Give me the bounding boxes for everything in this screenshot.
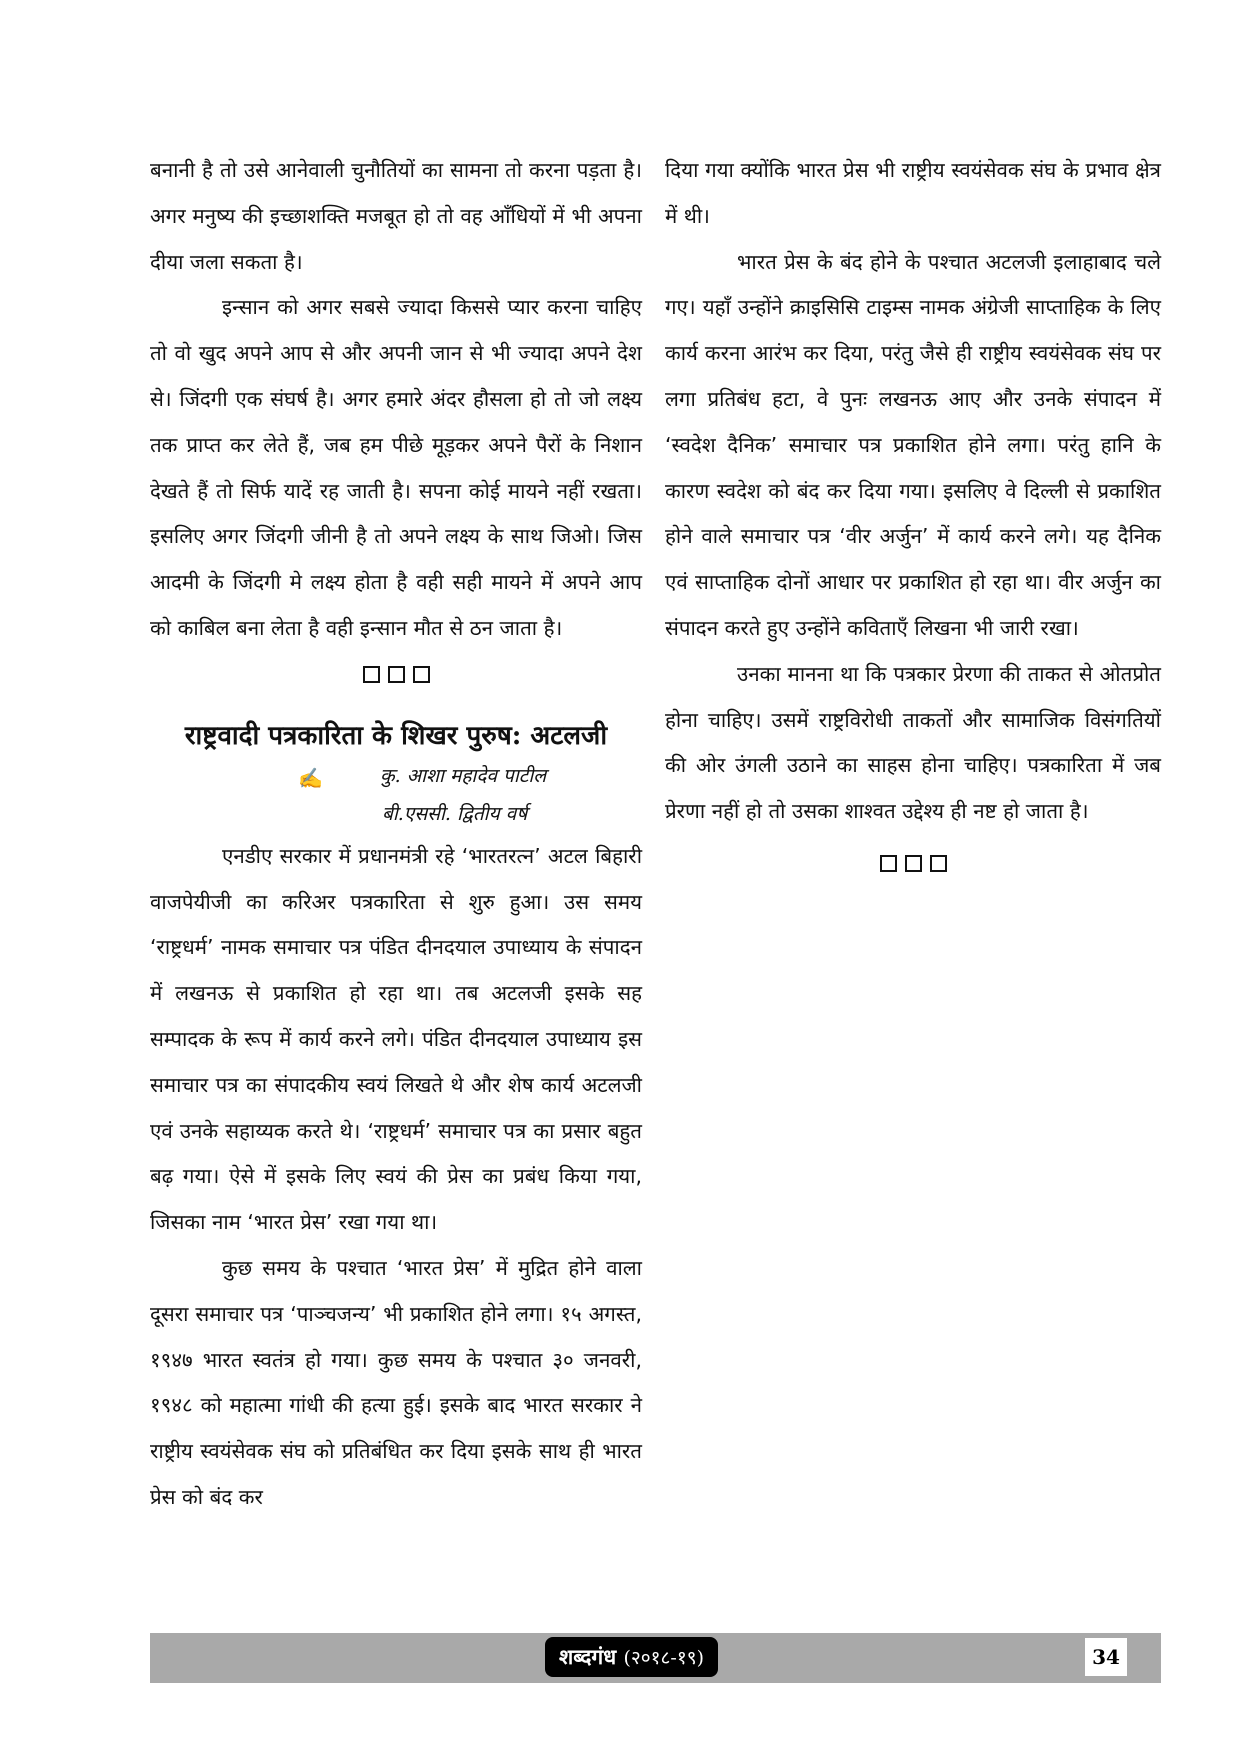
article-title: राष्ट्रवादी पत्रकारिता के शिखर पुरुष: अटलजी [184,720,608,751]
magazine-title [545,1637,718,1677]
pen-writing-icon: ✍ [298,765,323,790]
paragraph: बनानी है तो उसे आनेवाली चुनौतियों का सामना तो करना पड़ता है। अगर मनुष्य की इच्छाशक्ति मजबूत हो तो वह आँधियों में भी अपना दीया जला सकता है। [150,158,642,274]
author-class: बी.एससी. द्वितीय वर्ष [382,802,528,825]
right-column [665,148,1161,887]
section-separator-icon [150,652,642,698]
paragraph: इन्सान को अगर सबसे ज्यादा किससे प्यार करना चाहिए तो वो खुद अपने आप से और अपनी जान से भी ज्यादा अपने देश से। जिंदगी एक संघर्ष है। अगर हमारे अंदर हौसला हो तो जो लक्ष्य तक प्राप्त कर लेते हैं, जब हम पीछे मूड़कर अपने पैरों के निशान देखते हैं तो सिर्फ यादें रह जाती है। सपना कोई मायने नहीं रखता। इसलिए अगर जिंदगी जीनी है तो अपने लक्ष्य के साथ जिओ। जिस आदमी के जिंदगी मे लक्ष्य होता है वही सही मायने में अपने आप को काबिल बना लेता है वही इन्सान मौत से ठन जाता है। [150,295,642,640]
paragraph: दिया गया क्योंकि भारत प्रेस भी राष्ट्रीय स्वयंसेवक संघ के प्रभाव क्षेत्र में थी। [665,158,1161,228]
paragraph: उनका मानना था कि पत्रकार प्रेरणा की ताकत से ओतप्रोत होना चाहिए। उसमें राष्ट्रविरोधी ताकतों और सामाजिक विसंगतियों की ओर उंगली उठाने का साहस होना चाहिए। पत्रकारिता में जब प्रेरणा नहीं हो तो उसका शाश्वत उद्देश्य ही नष्ट हो जाता है। [665,661,1161,824]
page-footer [150,1633,1161,1683]
paragraph: भारत प्रेस के बंद होने के पश्चात अटलजी इलाहाबाद चले गए। यहाँ उन्होंने क्राइसिसि टाइम्स नामक अंग्रेजी साप्ताहिक के लिए कार्य करना आरंभ कर दिया, परंतु जैसे ही राष्ट्रीय स्वयंसेवक संघ पर लगा प्रतिबंध हटा, वे पुनः लखनऊ आए और उनके संपादन में ‘स्वदेश दैनिक’ समाचार पत्र प्रकाशित होने लगा। परंतु हानि के कारण स्वदेश को बंद कर दिया गया। इसलिए वे दिल्ली से प्रकाशित होने वाले समाचार पत्र ‘वीर अर्जुन’ में कार्य करने लगे। यह दैनिक एवं साप्ताहिक दोनों आधार पर प्रकाशित हो रहा था। वीर अर्जुन का संपादन करते हुए उन्होंने कविताएँ लिखना भी जारी रखा। [665,249,1161,640]
author-name: कु. आशा महादेव पाटील [380,764,547,787]
section-separator-icon [665,841,1161,887]
page-number: 34 [1085,1638,1127,1676]
magazine-name: शब्दगंध [559,1644,617,1669]
magazine-year: (२०१८-१९) [623,1647,705,1669]
paragraph: कुछ समय के पश्चात ‘भारत प्रेस’ में मुद्रित होने वाला दूसरा समाचार पत्र ‘पाञ्चजन्य’ भी प्रकाशित होने लगा। १५ अगस्त, १९४७ भारत स्वतंत्र हो गया। कुछ समय के पश्चात ३० जनवरी, १९४८ को महात्मा गांधी की हत्या हुई। इसके बाद भारत सरकार ने राष्ट्रीय स्वयंसेवक संघ को प्रतिबंधित कर दिया इसके साथ ही भारत प्रेस को बंद कर [150,1255,642,1509]
left-column [150,148,642,1521]
paragraph: एनडीए सरकार में प्रधानमंत्री रहे ‘भारतरत्न’ अटल बिहारी वाजपेयीजी का करिअर पत्रकारिता से शुरु हुआ। उस समय ‘राष्ट्रधर्म’ नामक समाचार पत्र पंडित दीनदयाल उपाध्याय के संपादन में लखनऊ से प्रकाशित हो रहा था। तब अटलजी इसके सह सम्पादक के रूप में कार्य करने लगे। पंडित दीनदयाल उपाध्याय इस समाचार पत्र का संपादकीय स्वयं लिखते थे और शेष कार्य अटलजी एवं उनके सहाय्यक करते थे। ‘राष्ट्रधर्म’ समाचार पत्र का प्रसार बहुत बढ़ गया। ऐसे में इसके लिए स्वयं की प्रेस का प्रबंध किया गया, जिसका नाम ‘भारत प्रेस’ रखा गया था। [150,843,642,1235]
author-byline [150,758,642,834]
